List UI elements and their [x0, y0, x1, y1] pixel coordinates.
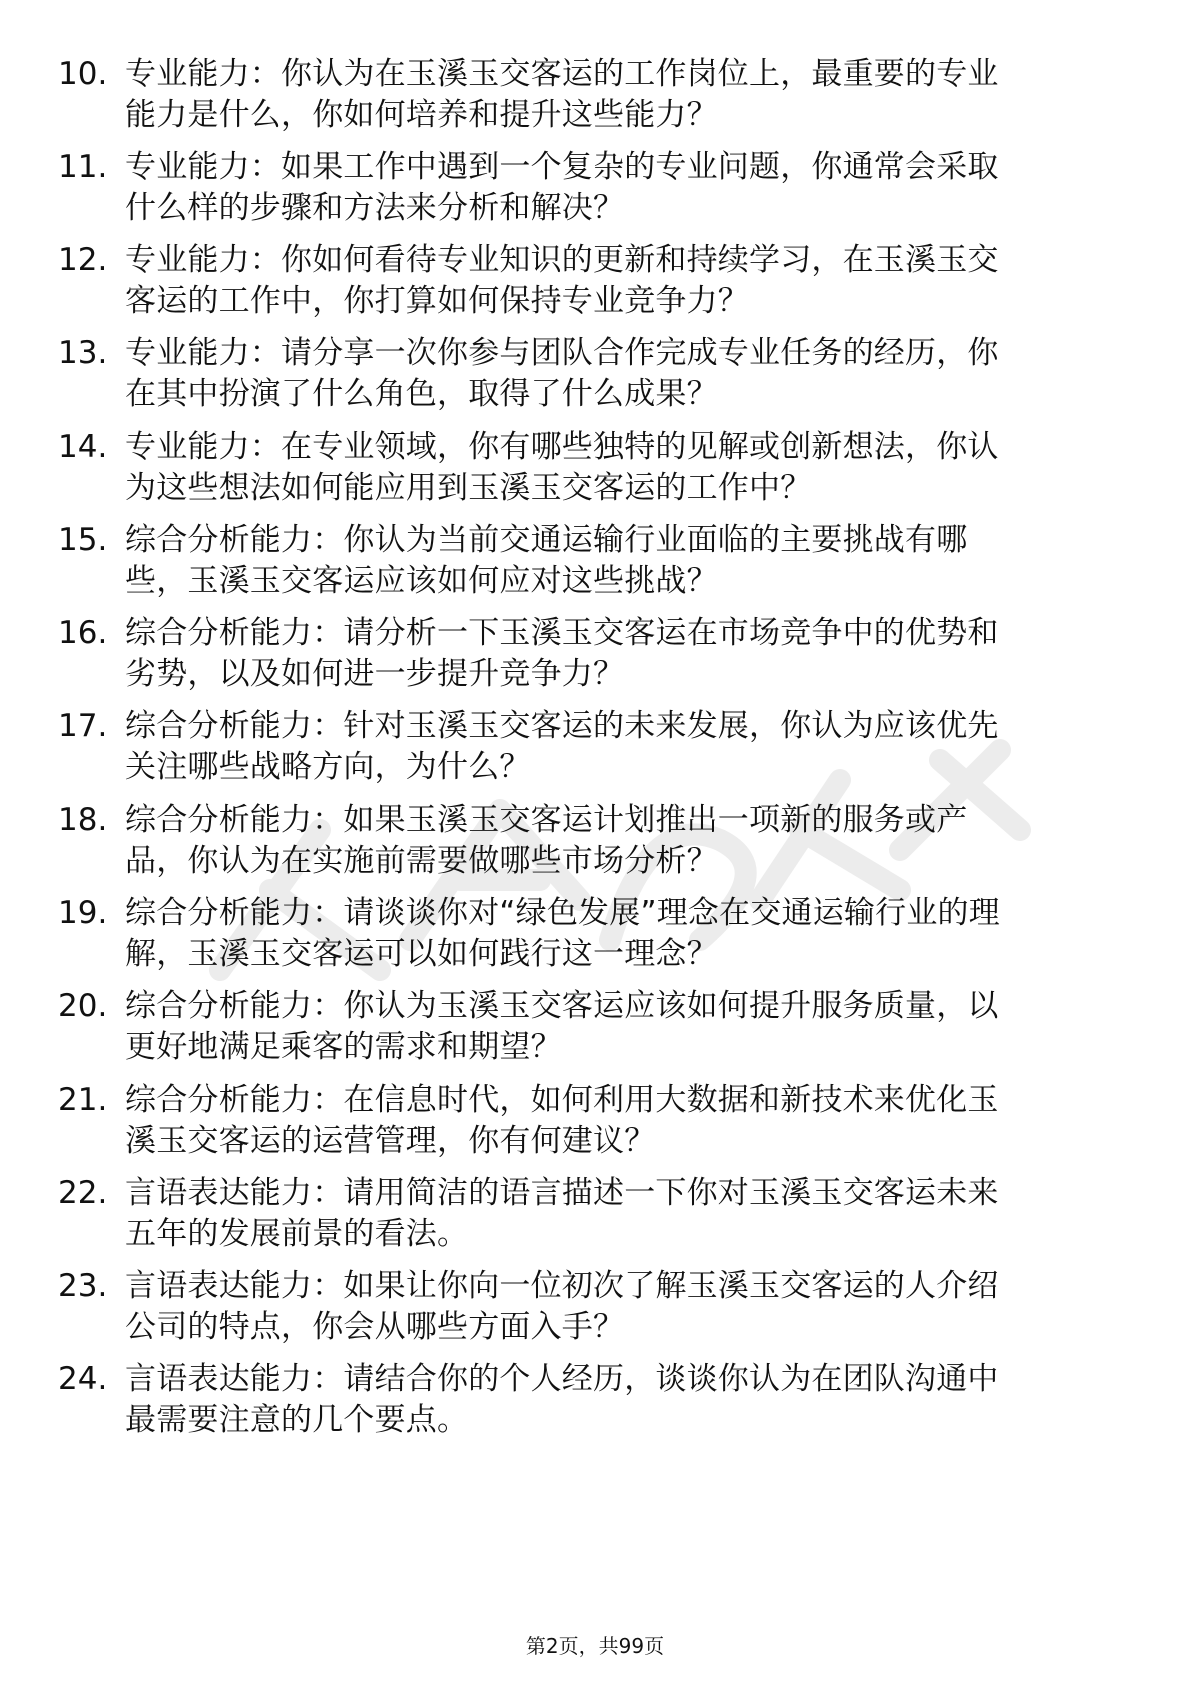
- question-text-line: 关注哪些战略方向，为什么？: [125, 749, 531, 785]
- list-item: [0, 520, 1190, 610]
- question-text-line: 更好地满足乘客的需求和期望？: [125, 1029, 562, 1065]
- question-text-line: 综合分析能力：针对玉溪玉交客运的未来发展，你认为应该优先: [125, 708, 999, 744]
- question-text-line: 品，你认为在实施前需要做哪些市场分析？: [125, 843, 718, 879]
- list-item: [0, 1266, 1190, 1356]
- list-item: [0, 1173, 1190, 1263]
- question-text-line: 五年的发展前景的看法。: [125, 1216, 469, 1252]
- question-text-line: 解，玉溪玉交客运可以如何践行这一理念？: [125, 936, 718, 972]
- list-item: [0, 54, 1190, 144]
- page-number-footer: 第2页，共99页: [525, 1634, 665, 1658]
- question-number: 18.: [58, 802, 108, 838]
- question-number: 14.: [58, 429, 108, 465]
- question-text-line: 专业能力：你认为在玉溪玉交客运的工作岗位上，最重要的专业: [125, 56, 999, 92]
- list-item: [0, 613, 1190, 703]
- question-text-line: 公司的特点，你会从哪些方面入手？: [125, 1309, 625, 1345]
- question-number: 23.: [58, 1268, 108, 1304]
- list-item: [0, 893, 1190, 983]
- question-text-line: 综合分析能力：请分析一下玉溪玉交客运在市场竞争中的优势和: [125, 615, 999, 651]
- list-item: [0, 1080, 1190, 1170]
- question-number: 24.: [58, 1361, 108, 1397]
- question-text-line: 专业能力：请分享一次你参与团队合作完成专业任务的经历，你: [125, 335, 999, 371]
- question-text-line: 些，玉溪玉交客运应该如何应对这些挑战？: [125, 563, 718, 599]
- question-text-line: 综合分析能力：在信息时代，如何利用大数据和新技术来优化玉: [125, 1082, 999, 1118]
- question-text-line: 综合分析能力：请谈谈你对“绿色发展”理念在交通运输行业的理: [125, 895, 1000, 931]
- list-item: [0, 427, 1190, 517]
- question-text-line: 综合分析能力：如果玉溪玉交客运计划推出一项新的服务或产: [125, 802, 968, 838]
- list-item: [0, 333, 1190, 423]
- question-number: 17.: [58, 708, 108, 744]
- question-text-line: 言语表达能力：请用简洁的语言描述一下你对玉溪玉交客运未来: [125, 1175, 999, 1211]
- question-number: 15.: [58, 522, 108, 558]
- question-text-line: 专业能力：在专业领域，你有哪些独特的见解或创新想法，你认: [125, 429, 999, 465]
- question-number: 22.: [58, 1175, 108, 1211]
- question-text-line: 劣势，以及如何进一步提升竞争力？: [125, 656, 625, 692]
- question-text-line: 溪玉交客运的运营管理，你有何建议？: [125, 1123, 656, 1159]
- question-text-line: 综合分析能力：你认为当前交通运输行业面临的主要挑战有哪: [125, 522, 968, 558]
- list-item: [0, 986, 1190, 1076]
- question-number: 16.: [58, 615, 108, 651]
- question-text-line: 能力是什么，你如何培养和提升这些能力？: [125, 97, 718, 133]
- question-text-line: 言语表达能力：如果让你向一位初次了解玉溪玉交客运的人介绍: [125, 1268, 999, 1304]
- question-number: 11.: [58, 149, 108, 185]
- question-number: 20.: [58, 988, 108, 1024]
- list-item: [0, 706, 1190, 796]
- question-text-line: 专业能力：你如何看待专业知识的更新和持续学习，在玉溪玉交: [125, 242, 999, 278]
- question-text-line: 专业能力：如果工作中遇到一个复杂的专业问题，你通常会采取: [125, 149, 999, 185]
- question-number: 12.: [58, 242, 108, 278]
- question-number: 19.: [58, 895, 108, 931]
- question-text-line: 为这些想法如何能应用到玉溪玉交客运的工作中？: [125, 470, 812, 506]
- question-text-line: 言语表达能力：请结合你的个人经历，谈谈你认为在团队沟通中: [125, 1361, 999, 1397]
- list-item: [0, 1359, 1190, 1449]
- list-item: [0, 147, 1190, 237]
- question-text-line: 综合分析能力：你认为玉溪玉交客运应该如何提升服务质量，以: [125, 988, 999, 1024]
- question-text-line: 在其中扮演了什么角色，取得了什么成果？: [125, 376, 718, 412]
- question-number: 10.: [58, 56, 108, 92]
- question-text-line: 客运的工作中，你打算如何保持专业竞争力？: [125, 283, 749, 319]
- question-text-line: 什么样的步骤和方法来分析和解决？: [125, 190, 625, 226]
- list-item: [0, 240, 1190, 330]
- question-number: 21.: [58, 1082, 108, 1118]
- list-item: [0, 800, 1190, 890]
- question-text-line: 最需要注意的几个要点。: [125, 1402, 469, 1438]
- question-number: 13.: [58, 335, 108, 371]
